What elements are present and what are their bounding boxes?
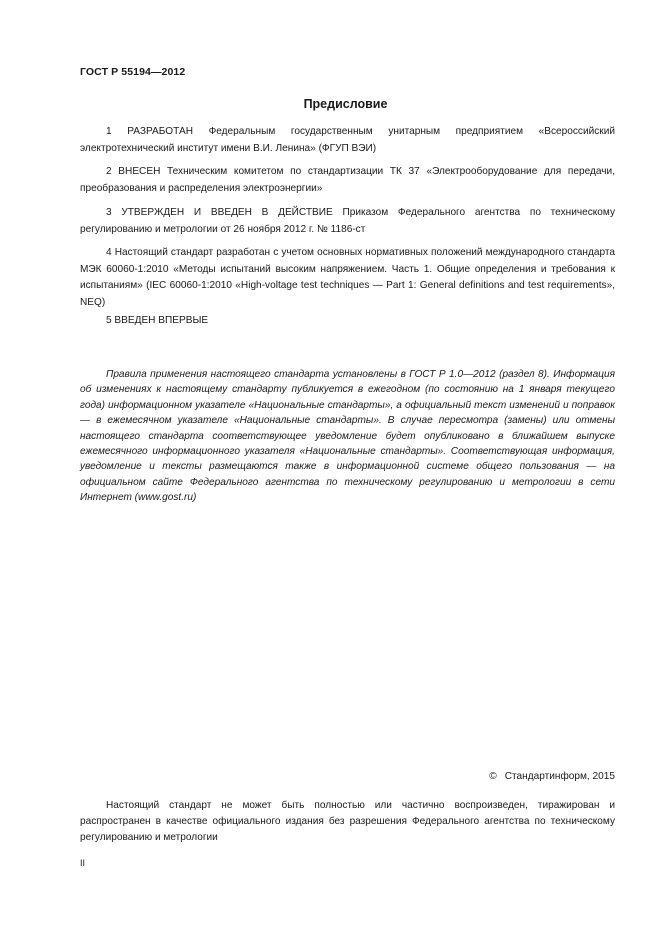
copyright-text: Стандартинформ, 2015 <box>504 771 615 782</box>
foreword-item-developed: 1 РАЗРАБОТАН Федеральным государственным унитарным предприятием «Всероссийский электротехнический институт имени В.И. Ленина» (ФГУП ВЭИ) <box>80 126 615 154</box>
reproduction-notice: Настоящий стандарт не может быть полностью или частично воспроизведен, тиражирован и распространен в качестве официального издания без разрешения Федерального агентства по техническому регулированию и метрологии <box>80 800 615 843</box>
foreword-item-basis: 4 Настоящий стандарт разработан с учетом основных нормативных положений международного стандарта МЭК 60060-1:2010 «Методы испытаний высоким напряжением. Часть 1. Общие определения и требования к испытаниям» (IEC 60060-1:2010 «High-voltage test techniques — Part 1: General definitions and test requirements», NEQ) <box>80 247 615 308</box>
foreword-item-first-introduced: 5 ВВЕДЕН ВПЕРВЫЕ <box>106 315 209 326</box>
foreword-item-introduced: 2 ВНЕСЕН Техническим комитетом по стандартизации ТК 37 «Электрооборудование для передачи, преобразования и распределения электроэнергии» <box>80 166 615 194</box>
copyright-symbol: © <box>489 771 497 782</box>
document-code: ГОСТ Р 55194—2012 <box>80 66 186 78</box>
page-number: II <box>80 858 86 868</box>
copyright-line <box>489 771 615 782</box>
section-heading: Предисловие <box>303 97 388 111</box>
application-rules-text: Правила применения настоящего стандарта установлены в ГОСТ Р 1.0—2012 (раздел 8). Информация об изменениях к настоящему стандарту публикуется в ежегодном (по состоянию на 1 января текущего года) информационном указателе «Национальные стандарты», а официальный текст изменений и поправок — в ежемесячном указателе «Национальные стандарты». В случае пересмотра (замены) или отмены настоящего стандарта соответствующее уведомление будет опубликовано в ближайшем выпуске ежемесячного информационного указателя «Национальные стандарты». Соответствующая информация, уведомление и тексты размещаются также в информационной системе общего пользования — на официальном сайте Федерального агентства по техническому регулированию и метрологии в сети Интернет (www.gost.ru) <box>80 369 615 504</box>
foreword-item-approved: 3 УТВЕРЖДЕН И ВВЕДЕН В ДЕЙСТВИЕ Приказом Федерального агентства по техническому регулированию и метрологии от 26 ноября 2012 г. № 1186-ст <box>80 207 615 235</box>
